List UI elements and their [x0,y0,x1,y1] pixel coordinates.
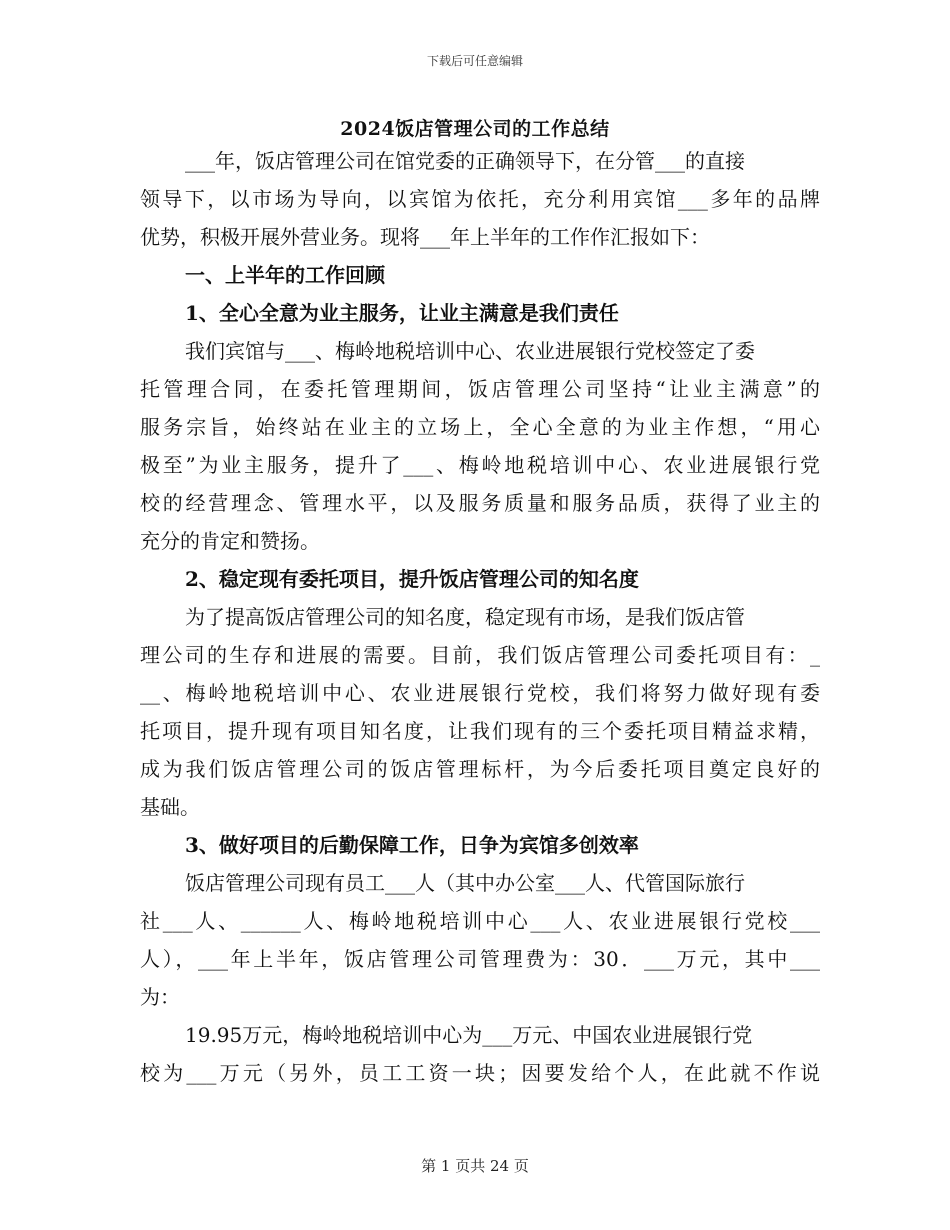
paragraph-line: 充分的肯定和赞扬。 [140,529,320,553]
paragraph-line: 优势，积极开展外营业务。现将___年上半年的工作作汇报如下： [140,225,710,249]
paragraph-line: 成为我们饭店管理公司的饭店管理标杆，为今后委托项目奠定良好的 [140,757,820,781]
section-heading: 一、上半年的工作回顾 [185,263,385,287]
paragraph-line: __、梅岭地税培训中心、农业进展银行党校，我们将努力做好现有委 [140,681,820,705]
paragraph-line: 理公司的生存和进展的需要。目前，我们饭店管理公司委托项目有：_ [140,643,820,667]
paragraph-line: 基础。 [140,795,200,819]
paragraph-line: 极至”为业主服务，提升了___、梅岭地税培训中心、农业进展银行党 [140,453,820,477]
paragraph-line: 校的经营理念、管理水平，以及服务质量和服务品质，获得了业主的 [140,491,820,515]
paragraph-line: 为： [140,985,180,1009]
subsection-heading: 3、做好项目的后勤保障工作，日争为宾馆多创效率 [185,833,639,857]
paragraph-line: 校为___万元（另外，员工工资一块；因要发给个人，在此就不作说 [140,1061,820,1085]
paragraph-line: 社___人、______人、梅岭地税培训中心___人、农业进展银行党校___ [140,909,820,933]
paragraph-line: 19.95万元，梅岭地税培训中心为___万元、中国农业进展银行党 [185,1023,753,1047]
paragraph-line: 托项目，提升现有项目知名度，让我们现有的三个委托项目精益求精， [140,719,820,743]
paragraph-line: 我们宾馆与___、梅岭地税培训中心、农业进展银行党校签定了委 [185,339,755,363]
subsection-heading: 1、全心全意为业主服务，让业主满意是我们责任 [185,301,619,325]
page-header-note: 下载后可任意编辑 [426,54,523,68]
paragraph-line: 人），___年上半年，饭店管理公司管理费为：30．___万元，其中___ [140,947,820,971]
document-title: 2024饭店管理公司的工作总结 [340,118,610,140]
paragraph-line: 领导下，以市场为导向，以宾馆为依托，充分利用宾馆___多年的品牌 [140,187,820,211]
paragraph-line: 为了提高饭店管理公司的知名度，稳定现有市场，是我们饭店管 [185,605,745,629]
subsection-heading: 2、稳定现有委托项目，提升饭店管理公司的知名度 [185,567,639,591]
paragraph-line: 服务宗旨，始终站在业主的立场上，全心全意的为业主作想，“用心 [140,415,820,439]
paragraph-line: ___年，饭店管理公司在馆党委的正确领导下，在分管___的直接 [185,149,745,173]
page-footer: 第 1 页共 24 页 [421,1157,529,1175]
paragraph-line: 饭店管理公司现有员工___人（其中办公室___人、代管国际旅行 [185,871,745,895]
paragraph-line: 托管理合同，在委托管理期间，饭店管理公司坚持“让业主满意”的 [140,377,820,401]
